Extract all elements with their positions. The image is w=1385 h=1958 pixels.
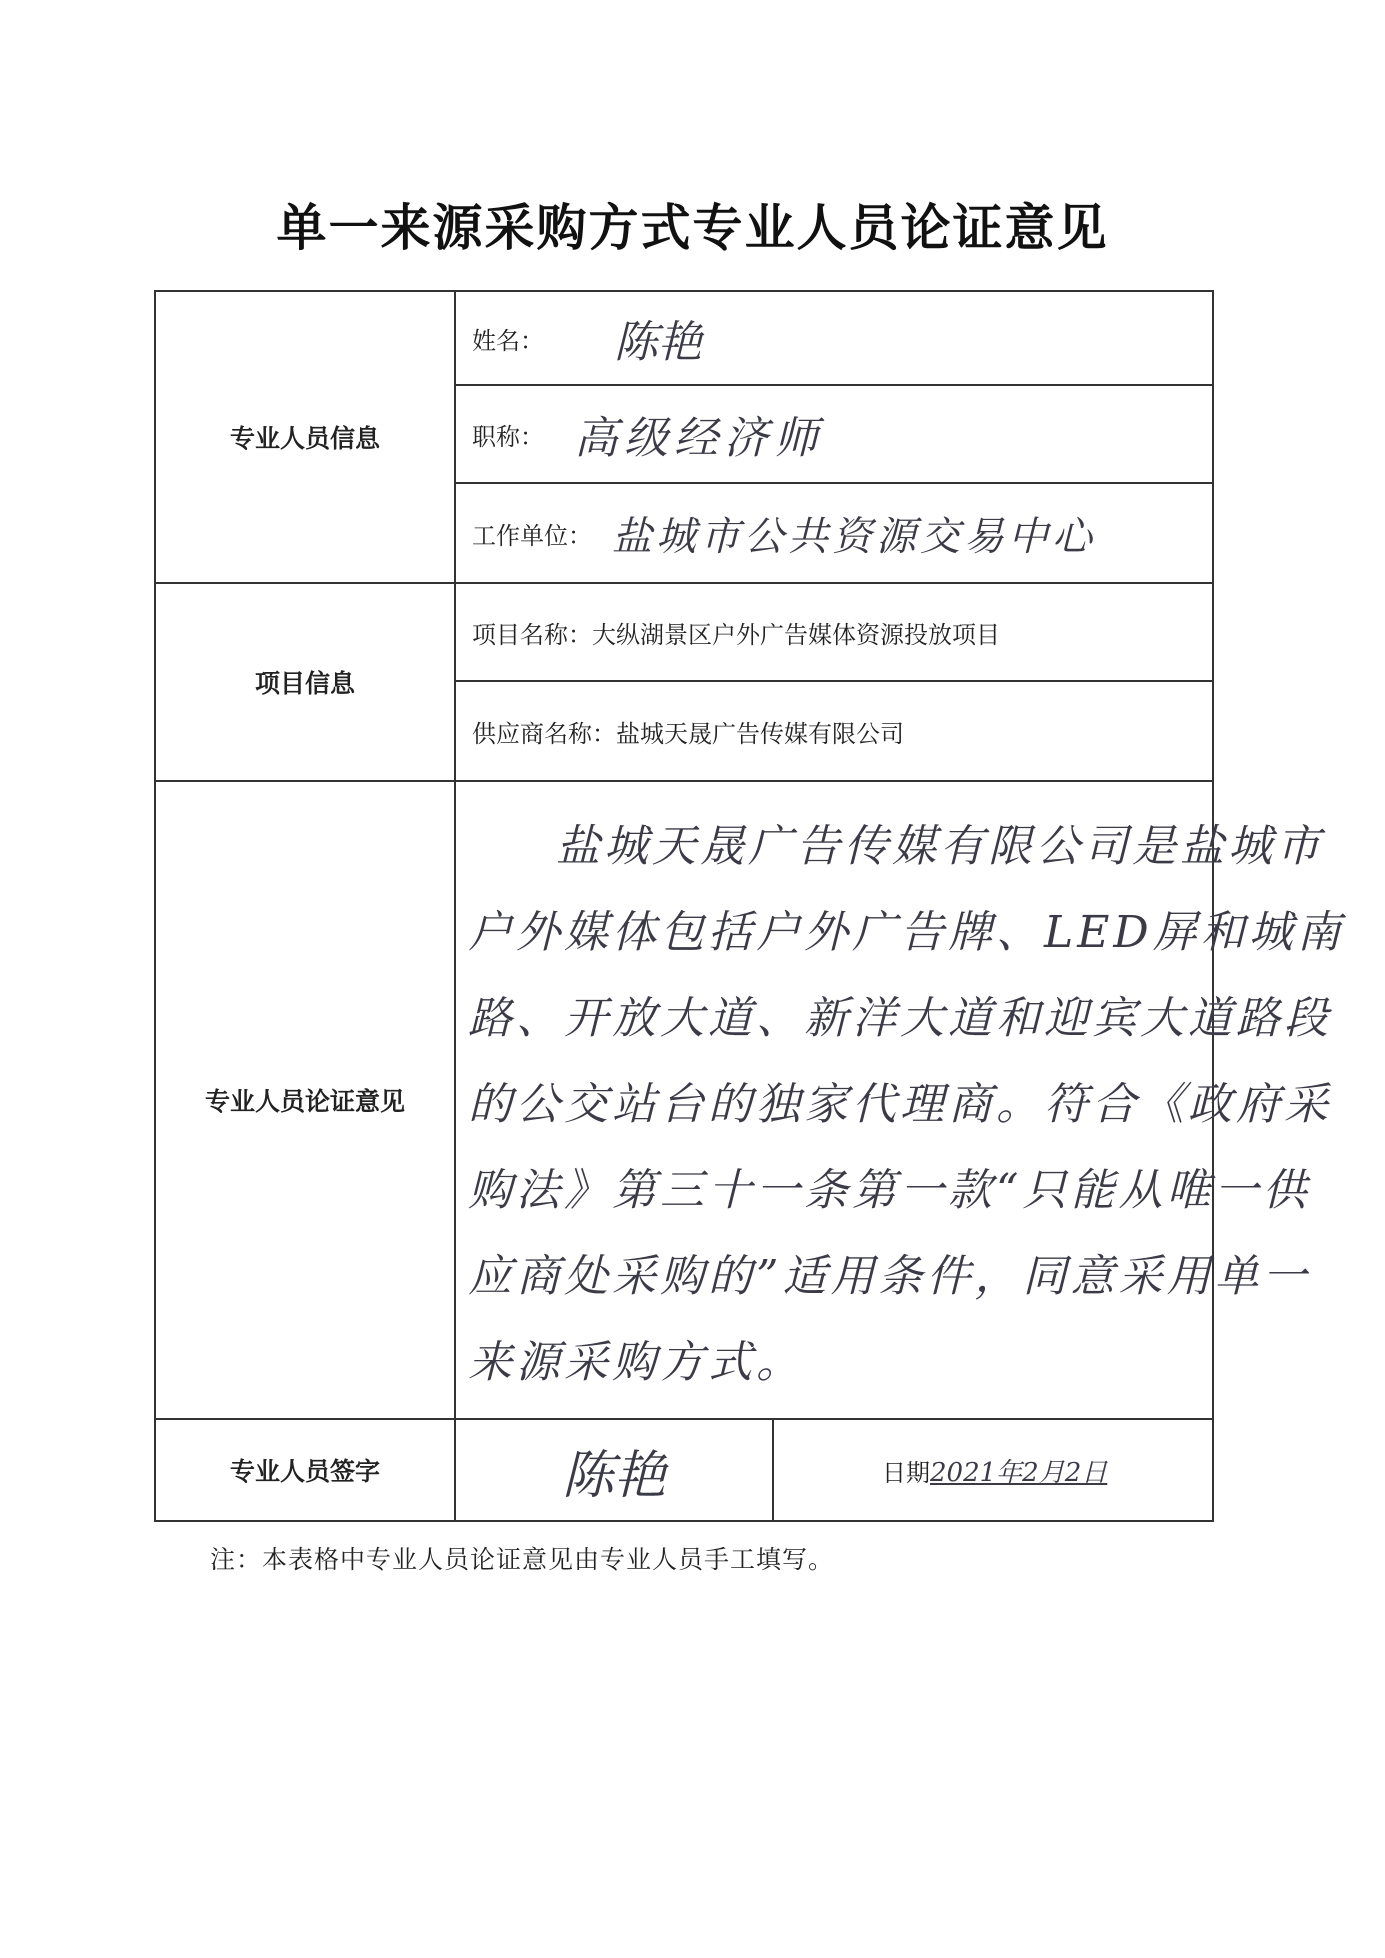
organization-field bbox=[456, 484, 1212, 582]
document-title: 单一来源采购方式专业人员论证意见 bbox=[276, 198, 1109, 257]
supplier-field bbox=[456, 682, 1212, 780]
signature-cell bbox=[456, 1420, 772, 1520]
name-value: 陈艳 bbox=[614, 317, 702, 368]
opinion-label: 专业人员论证意见 bbox=[204, 1087, 405, 1116]
project-info-label: 项目信息 bbox=[254, 669, 355, 698]
name-label: 姓名： bbox=[472, 326, 544, 355]
job-title-field bbox=[456, 386, 1212, 482]
date-label: 日期 bbox=[882, 1458, 930, 1487]
personnel-info-label: 专业人员信息 bbox=[229, 424, 380, 453]
name-field bbox=[456, 292, 1212, 384]
job-title-value: 高级经济师 bbox=[574, 413, 824, 464]
date-value: 2021年2月2日 bbox=[930, 1457, 1108, 1488]
opinion-text bbox=[468, 804, 1348, 1406]
organization-value: 盐城市公共资源交易中心 bbox=[612, 513, 1096, 560]
organization-label: 工作单位： bbox=[472, 521, 592, 550]
project-name-label: 项目名称： bbox=[472, 620, 592, 649]
signature-label: 专业人员签字 bbox=[229, 1457, 380, 1486]
form-table bbox=[154, 290, 1345, 1522]
footer-note: 注：本表格中专业人员论证意见由专业人员手工填写。 bbox=[210, 1545, 835, 1574]
job-title-label: 职称： bbox=[472, 422, 544, 451]
supplier-value: 盐城天晟广告传媒有限公司 bbox=[616, 719, 904, 748]
supplier-label: 供应商名称： bbox=[472, 719, 616, 748]
project-name-field bbox=[456, 584, 1212, 680]
opinion-body: 盐城天晟广告传媒有限公司是盐城市户外媒体包括户外广告牌、LED屏和城南路、开放大道、新洋大道和迎宾大道路段的公交站台的独家代理商。符合《政府采购法》第三十一条第一款“只能从唯一供应商处采购的”适用条件，同意采用单一来源采购方式。 bbox=[468, 821, 1345, 1388]
project-name-value: 大纵湖景区户外广告媒体资源投放项目 bbox=[592, 620, 1000, 649]
date-cell bbox=[774, 1420, 1212, 1520]
signature-value: 陈艳 bbox=[561, 1445, 666, 1506]
